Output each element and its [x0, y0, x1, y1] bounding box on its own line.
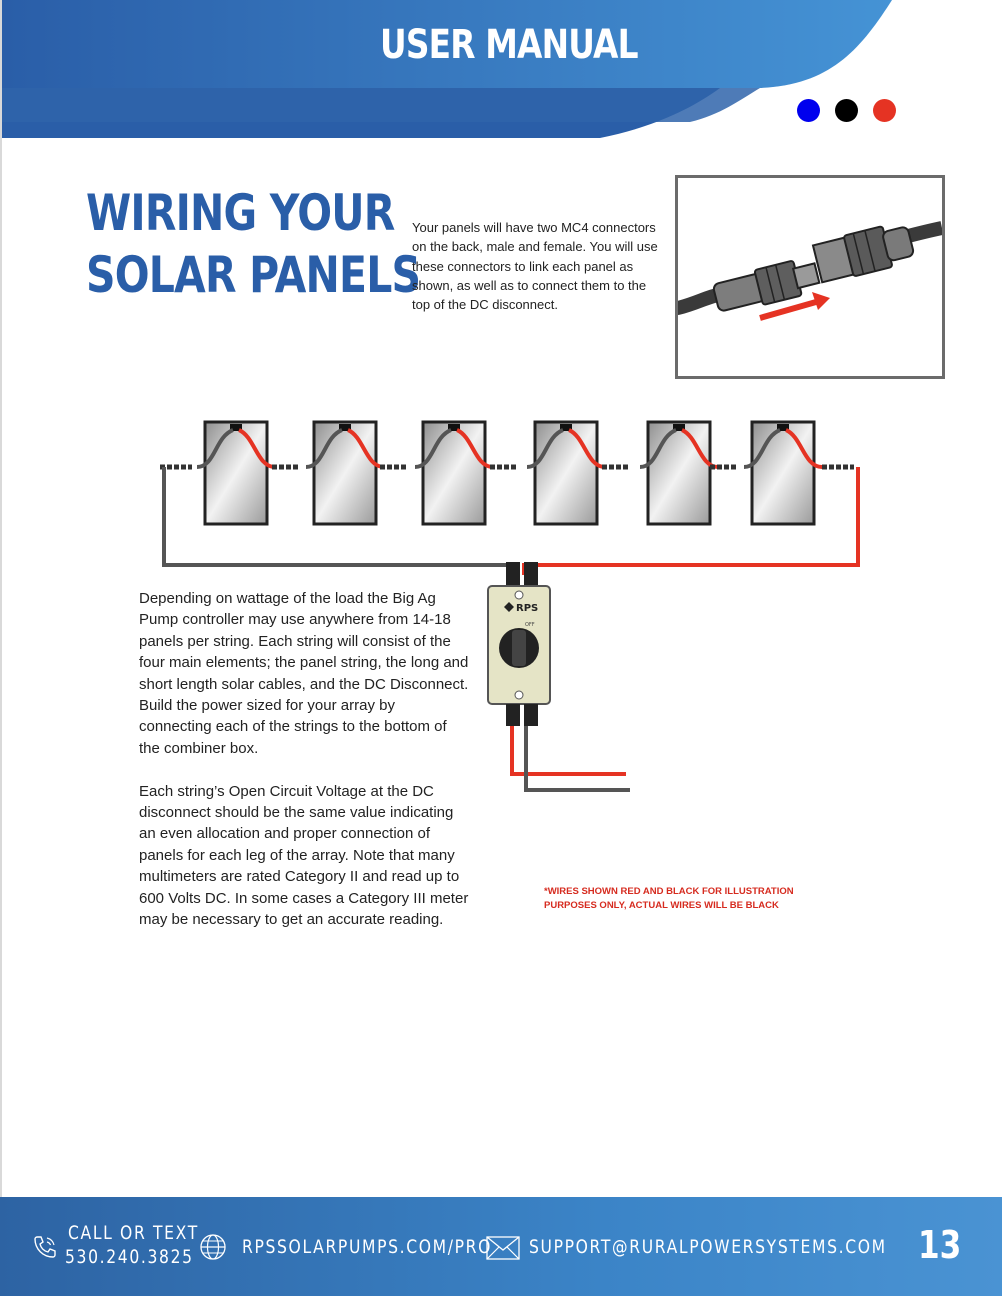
black-dot — [835, 99, 858, 122]
header-title: USER MANUAL — [380, 22, 638, 68]
note-line2: PURPOSES ONLY, ACTUAL WIRES WILL BE BLACK — [544, 900, 779, 911]
note-line1: *WIRES SHOWN RED AND BLACK FOR ILLUSTRATION — [544, 886, 794, 897]
phone-icon — [32, 1234, 58, 1260]
body-text — [139, 588, 469, 952]
illustration-note — [544, 885, 834, 913]
header-dark-underlay — [2, 88, 760, 122]
rps-logo: RPS — [516, 603, 539, 614]
female-connector — [813, 220, 916, 284]
solar-panel — [752, 422, 814, 524]
solar-panel — [314, 422, 376, 524]
page-title — [86, 182, 420, 306]
red-dot — [873, 99, 896, 122]
solar-panel — [423, 422, 485, 524]
mc4-connector-drawing — [678, 178, 942, 376]
website-link[interactable]: RPSSOLARPUMPS.COM/PRO — [242, 1236, 493, 1258]
switch-off-label: OFF — [525, 622, 535, 628]
output-positive — [512, 726, 626, 774]
solar-panel — [535, 422, 597, 524]
solar-panel — [205, 422, 267, 524]
page-edge — [0, 0, 2, 1296]
phone-number[interactable]: 530.240.3825 — [65, 1246, 194, 1268]
email-link[interactable]: SUPPORT@RURALPOWERSYSTEMS.COM — [529, 1236, 887, 1258]
page-title-line1: WIRING YOUR — [86, 184, 395, 242]
mail-icon — [486, 1236, 520, 1260]
blue-dot — [797, 99, 820, 122]
intro-text: Your panels will have two MC4 connectors on the back, male and female. You will use these connectors to link each panel as shown, as well as to connect them to the top of the DC disconnect. — [412, 220, 658, 313]
call-label: CALL OR TEXT — [68, 1222, 199, 1244]
dc-disconnect — [488, 562, 550, 726]
output-negative — [526, 726, 630, 790]
page-title-line2: SOLAR PANELS — [86, 246, 421, 304]
solar-panel — [648, 422, 710, 524]
body-paragraph-2: Each string’s Open Circuit Voltage at the DC disconnect should be the same value indicating an even allocation and proper connection of panels for each leg of the array. Note that many multimeters are rated Category II and read up to 600 Volts DC. In some cases a Category III meter may be necessary to get an accurate reading. — [139, 782, 469, 929]
page-number: 13 — [918, 1223, 962, 1267]
mc4-connector-illustration — [675, 175, 945, 379]
header-banner — [0, 0, 1002, 140]
panel-string — [160, 422, 854, 524]
body-paragraph-1: Depending on wattage of the load the Big Ag Pump controller may use anywhere from 14-18 panels per string. Each string will consist of the four main elements; the panel string, the long and short length solar cables, and the DC Disconnect. Build the power sized for your array by connecting each of the strings to the bottom of the combiner box. — [139, 590, 469, 757]
switch-handle — [512, 630, 526, 666]
footer — [0, 1197, 1002, 1296]
globe-icon — [199, 1233, 227, 1261]
